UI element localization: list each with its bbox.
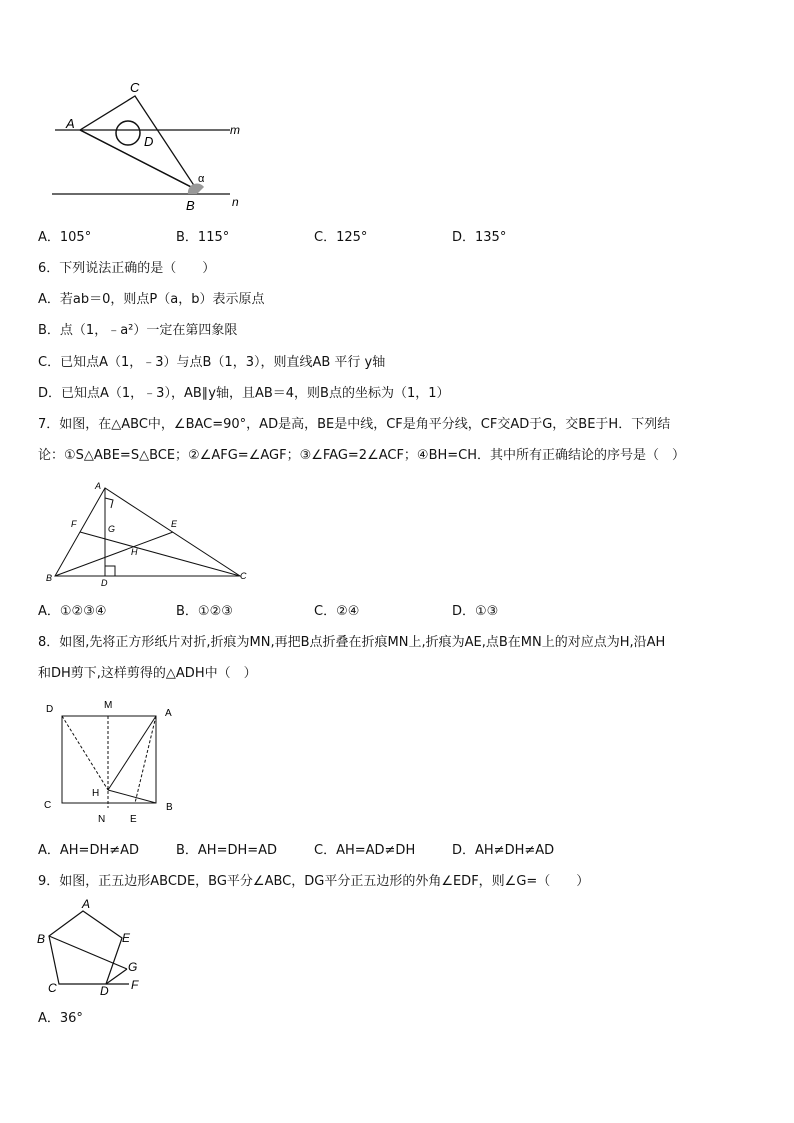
label-D: D <box>144 134 154 149</box>
q5-option-d: D．135° <box>452 230 507 245</box>
q6-option-a: A．若ab＝0，则点P（a，b）表示原点 <box>38 292 265 307</box>
q8-option-a: A．AH=DH≠AD <box>38 843 140 858</box>
q7-stem-line1: 7．如图，在△ABC中，∠BAC=90°，AD是高，BE是中线，CF是角平分线，CF交AD于G，交BE于H．下列结 <box>38 417 671 432</box>
q8-option-d: D．AH≠DH≠AD <box>452 843 555 858</box>
label-N: N <box>98 814 106 825</box>
q7-option-a: A．①②③④ <box>38 604 107 619</box>
q7-stem-line2: 论：①S△ABE=S△BCE；②∠AFG=∠AGF；③∠FAG=2∠ACF；④BH=CH．其中所有正确结论的序号是（ ） <box>38 448 686 463</box>
figure-q5-parallel-lines <box>40 78 260 214</box>
label-A: A <box>82 897 91 911</box>
q6-option-d: D．已知点A（1，﹣3），AB∥y轴，且AB＝4，则B点的坐标为（1，1） <box>38 386 450 401</box>
label-F: F <box>131 978 139 992</box>
label-E: E <box>171 519 178 529</box>
label-A: A <box>66 116 75 131</box>
q8-option-b: B．AH=DH=AD <box>176 843 278 858</box>
label-G: G <box>108 524 116 534</box>
q7-option-d: D．①③ <box>452 604 499 619</box>
label-F: F <box>71 519 77 529</box>
q8-stem-line2: 和DH剪下,这样剪得的△ADH中（ ） <box>38 666 257 681</box>
q9-stem: 9．如图，正五边形ABCDE，BG平分∠ABC，DG平分正五边形的外角∠EDF，则∠G=（ ） <box>38 874 590 889</box>
figure-q8-folded-square <box>40 698 185 828</box>
label-B: B <box>46 573 53 583</box>
label-M: M <box>104 700 113 711</box>
label-C: C <box>44 800 52 811</box>
label-A: A <box>95 481 102 491</box>
label-C: C <box>130 80 140 95</box>
label-m: m <box>230 123 240 137</box>
q6-stem: 6．下列说法正确的是（ ） <box>38 261 216 276</box>
figure-q7-triangle <box>40 478 255 590</box>
label-D: D <box>101 578 108 588</box>
label-C: C <box>48 981 57 995</box>
label-C: C <box>240 571 247 581</box>
label-G: G <box>128 960 138 974</box>
label-B: B <box>37 932 46 946</box>
label-H: H <box>92 788 100 799</box>
q5-option-c: C．125° <box>314 230 368 245</box>
label-B: B <box>186 198 195 213</box>
q6-option-c: C．已知点A（1，﹣3）与点B（1，3），则直线AB 平行 y轴 <box>38 355 386 370</box>
q9-option-a: A．36° <box>38 1011 83 1026</box>
label-H: H <box>131 547 138 557</box>
label-n: n <box>232 195 239 209</box>
q6-option-b: B．点（1，﹣a²）一定在第四象限 <box>38 323 238 338</box>
figure-q9-pentagon <box>34 896 154 1000</box>
q7-option-c: C．②④ <box>314 604 360 619</box>
q5-option-a: A．105° <box>38 230 92 245</box>
q8-option-c: C．AH=AD≠DH <box>314 843 416 858</box>
label-B: B <box>166 802 173 813</box>
label-D: D <box>46 704 54 715</box>
label-E: E <box>122 931 131 945</box>
label-D: D <box>100 984 109 998</box>
q8-stem-line1: 8．如图,先将正方形纸片对折,折痕为MN,再把B点折叠在折痕MN上,折痕为AE,点B在MN上的对应点为H,沿AH <box>38 635 666 650</box>
label-alpha: α <box>198 173 205 185</box>
label-E: E <box>130 814 137 825</box>
q5-option-b: B．115° <box>176 230 230 245</box>
label-A: A <box>165 708 172 719</box>
q7-option-b: B．①②③ <box>176 604 233 619</box>
